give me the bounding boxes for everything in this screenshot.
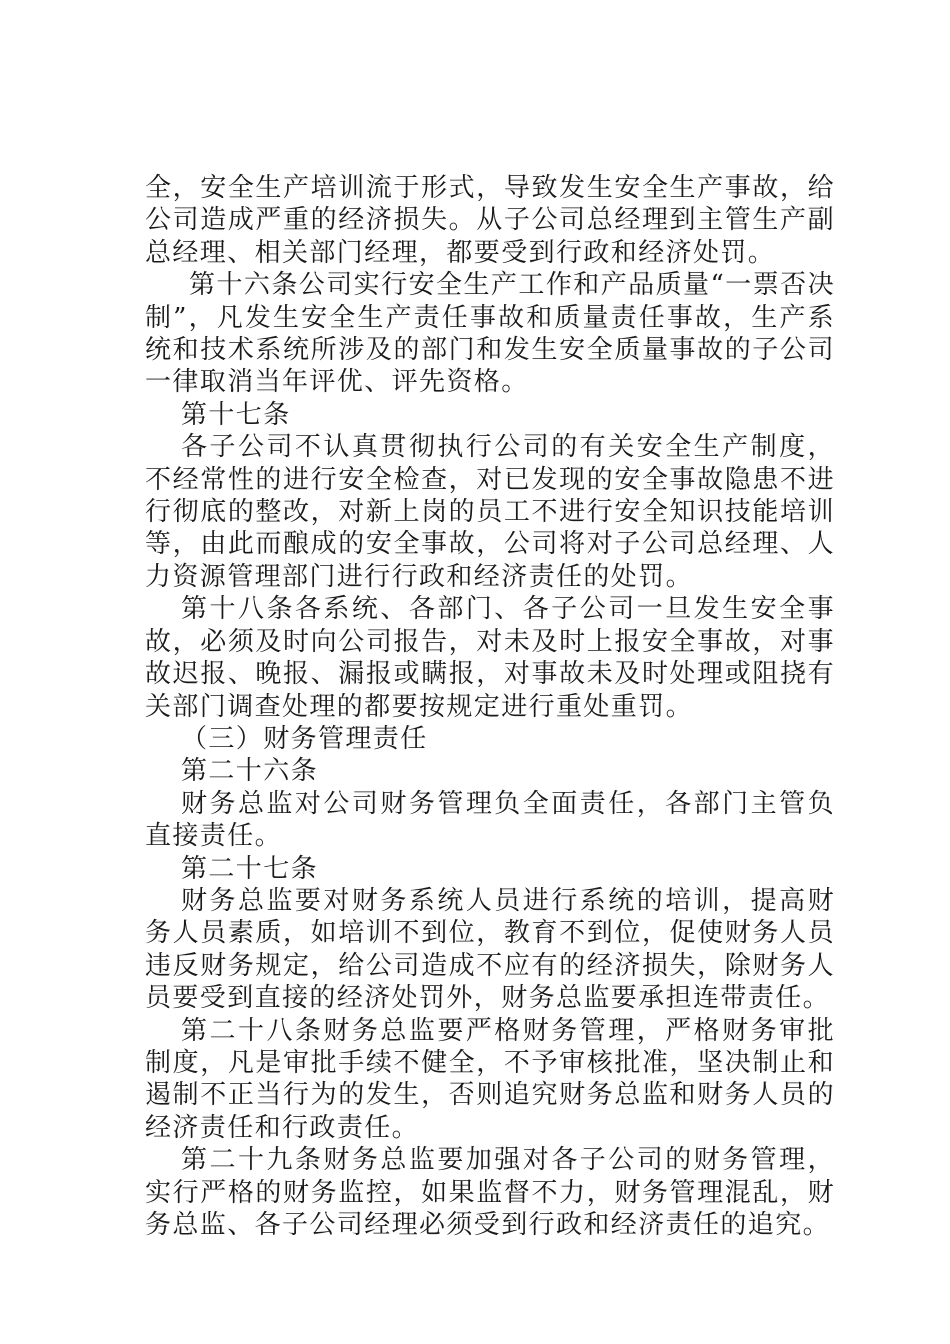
article-16: 第十六条公司实行安全生产工作和产品质量“一票否决制”，凡发生安全生产责任事故和质量责任事故，生产系统和技术系统所涉及的部门和发生安全质量事故的子公司一律取消当年评优、评先资格。: [145, 270, 835, 398]
article-17-body: 各子公司不认真贯彻执行公司的有关安全生产制度，不经常性的进行安全检查，对已发现的安全事故隐患不进行彻底的整改，对新上岗的员工不进行安全知识技能培训等，由此而酿成的安全事故，公司将对子公司总经理、人力资源管理部门进行行政和经济责任的处罚。: [145, 432, 835, 592]
article-17-heading: 第十七条: [181, 399, 291, 430]
article-18: 第十八条各系统、各部门、各子公司一旦发生安全事故，必须及时向公司报告，对未及时上报安全事故，对事故迟报、晚报、漏报或瞒报，对事故未及时处理或阻挠有关部门调查处理的都要按规定进行重处重罚。: [145, 594, 835, 722]
article-26-body: 财务总监对公司财务管理负全面责任，各部门主管负直接责任。: [145, 788, 835, 852]
article-27-heading: 第二十七条: [181, 853, 319, 884]
article-28: 第二十八条财务总监要严格财务管理，严格财务审批制度，凡是审批手续不健全，不予审核批准，坚决制止和遏制不正当行为的发生，否则追究财务总监和财务人员的经济责任和行政责任。: [145, 1015, 835, 1143]
paragraph-continuation: 全，安全生产培训流于形式，导致发生安全生产事故，给公司造成严重的经济损失。从子公司总经理到主管生产副总经理、相关部门经理，都要受到行政和经济处罚。: [145, 173, 835, 268]
section-heading-financial: （三）财务管理责任: [181, 723, 428, 754]
article-27-body: 财务总监要对财务系统人员进行系统的培训，提高财务人员素质，如培训不到位，教育不到位，促使财务人员违反财务规定，给公司造成不应有的经济损失，除财务人员要受到直接的经济处罚外，财务总监要承担连带责任。: [145, 885, 835, 1014]
document-body: [145, 172, 835, 1241]
article-29: 第二十九条财务总监要加强对各子公司的财务管理，实行严格的财务监控，如果监督不力，财务管理混乱，财务总监、各子公司经理必须受到行政和经济责任的追究。: [145, 1145, 835, 1240]
article-26-heading: 第二十六条: [181, 756, 319, 787]
